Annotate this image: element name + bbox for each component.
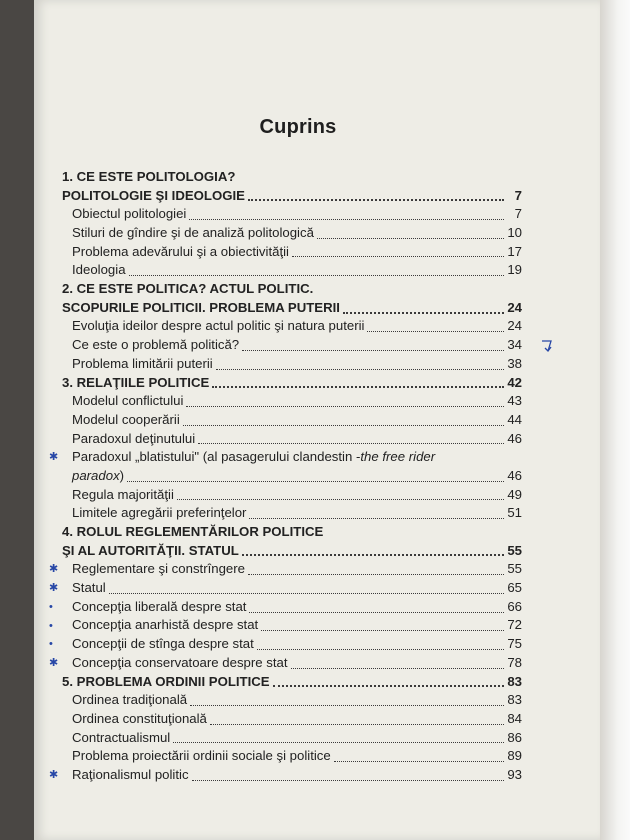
toc-entry-label: 4. ROLUL REGLEMENTĂRILOR POLITICE <box>62 524 324 540</box>
toc-entry-label: 2. CE ESTE POLITICA? ACTUL POLITIC. <box>62 281 314 297</box>
toc-entry-label-italic: paradox <box>72 467 120 483</box>
toc-row <box>62 729 522 748</box>
toc-row <box>62 187 522 206</box>
toc-entry-label: Paradoxul „blatistului" (al pasagerului clandestin - <box>72 449 361 465</box>
dot-leader <box>177 498 504 500</box>
toc-page-number: 65 <box>507 580 522 596</box>
toc-row <box>62 374 522 393</box>
toc-page-number: 17 <box>507 243 522 259</box>
toc-entry-label: Problema adevărului şi a obiectivităţii <box>72 243 289 259</box>
dot-leader <box>317 237 504 239</box>
toc-page-number: 46 <box>507 430 522 446</box>
dot-leader <box>334 760 504 762</box>
bleed-through-text <box>414 40 624 180</box>
toc-row <box>62 224 522 243</box>
toc-entry-label: Modelul conflictului <box>72 393 184 409</box>
handwritten-arrow-icon <box>540 338 554 354</box>
toc-entry-label: Contractualismul <box>72 729 171 745</box>
toc-page-number: 66 <box>507 598 522 614</box>
toc-row <box>62 392 522 411</box>
toc-entry-label: 3. RELAŢIILE POLITICE <box>62 374 210 390</box>
toc-entry-label: Ideologia <box>72 262 126 278</box>
dot-leader <box>273 684 504 687</box>
toc-row <box>49 766 522 785</box>
toc-entry-label: Modelul cooperării <box>72 411 180 427</box>
toc-entry-label: Evoluţia ideilor despre actul politic şi natura puterii <box>72 318 365 334</box>
toc-page-number: 93 <box>507 766 522 782</box>
toc-page-number: 7 <box>514 187 522 203</box>
toc-row <box>62 467 522 486</box>
dot-leader <box>242 553 504 556</box>
toc-row <box>62 542 522 561</box>
dot-leader <box>261 629 504 631</box>
toc-entry-label: Regula majorităţii <box>72 486 174 502</box>
toc-row <box>49 598 522 617</box>
toc-row <box>62 336 522 355</box>
toc-row <box>49 448 522 467</box>
toc-row <box>62 504 522 523</box>
toc-page-number: 72 <box>507 617 522 633</box>
dot-leader <box>192 779 504 781</box>
toc-page-number: 24 <box>507 299 522 315</box>
handwritten-dot-icon: • <box>49 638 53 651</box>
toc-row <box>62 747 522 766</box>
toc-entry-label: 1. CE ESTE POLITOLOGIA? <box>62 168 236 184</box>
toc-row <box>62 299 522 318</box>
toc-page-number: 19 <box>507 262 522 278</box>
table-of-contents <box>49 168 522 785</box>
toc-row <box>62 691 522 710</box>
toc-entry-label: Paradoxul deţinutului <box>72 430 196 446</box>
toc-entry-label: Obiectul politologiei <box>72 206 187 222</box>
handwritten-dot-icon: • <box>49 619 53 632</box>
toc-entry-label: Concepţii de stînga despre stat <box>72 636 254 652</box>
toc-row <box>62 523 522 542</box>
dot-leader <box>173 741 504 743</box>
handwritten-tick-icon: ✱ <box>49 582 59 595</box>
dot-leader <box>129 274 504 276</box>
toc-row <box>62 318 522 337</box>
toc-entry-label-tail: ) <box>119 467 125 483</box>
dot-leader <box>183 424 504 426</box>
toc-page-number: 43 <box>507 393 522 409</box>
toc-row <box>62 261 522 280</box>
toc-row <box>62 280 522 299</box>
toc-page-number: 46 <box>507 467 522 483</box>
toc-entry-label: Ordinea constituţională <box>72 710 207 726</box>
toc-entry-label: Concepţia conservatoare despre stat <box>72 654 288 670</box>
toc-entry-label: Problema proiectării ordinii sociale şi politice <box>72 748 331 764</box>
dot-leader <box>343 311 504 314</box>
handwritten-star-icon: ✱ <box>49 769 59 781</box>
dot-leader <box>216 368 504 370</box>
toc-entry-label: ŞI AL AUTORITĂŢII. STATUL <box>62 542 239 558</box>
toc-page-number: 49 <box>507 486 522 502</box>
toc-entry-label: Concepţia liberală despre stat <box>72 598 247 614</box>
toc-entry-label: Ce este o problemă politică? <box>72 337 240 353</box>
dot-leader <box>198 442 504 444</box>
toc-row <box>49 560 522 579</box>
toc-row <box>49 579 522 598</box>
dot-leader <box>190 704 504 706</box>
toc-page-number: 24 <box>507 318 522 334</box>
handwritten-tick-icon: ✱ <box>49 451 59 464</box>
toc-entry-label: Stiluri de gîndire şi de analiză politologică <box>72 225 314 241</box>
toc-row <box>62 168 522 187</box>
toc-row <box>49 617 522 636</box>
toc-entry-label: POLITOLOGIE ŞI IDEOLOGIE <box>62 187 245 203</box>
toc-entry-label: Problema limitării puterii <box>72 355 213 371</box>
toc-page-number: 86 <box>507 729 522 745</box>
toc-page-number: 42 <box>507 374 522 390</box>
toc-page-number: 75 <box>507 636 522 652</box>
handwritten-dot-icon: • <box>49 600 53 613</box>
toc-entry-label-italic: the free rider <box>360 449 436 465</box>
dot-leader <box>189 218 504 220</box>
toc-page-number: 10 <box>507 225 522 241</box>
toc-row <box>62 411 522 430</box>
dot-leader <box>127 480 504 482</box>
toc-entry-label: Reglementare şi constrîngere <box>72 561 245 577</box>
toc-entry-label: Raţionalismul politic <box>72 766 189 782</box>
dot-leader <box>249 611 504 613</box>
toc-row <box>62 430 522 449</box>
toc-entry-label: Ordinea tradiţională <box>72 692 188 708</box>
toc-page-number: 34 <box>507 337 522 353</box>
toc-page-number: 51 <box>507 505 522 521</box>
toc-entry-label: 5. PROBLEMA ORDINII POLITICE <box>62 673 270 689</box>
toc-row <box>62 673 522 692</box>
toc-entry-label: Concepţia anarhistă despre stat <box>72 617 259 633</box>
dot-leader <box>257 648 504 650</box>
toc-row <box>49 654 522 673</box>
dot-leader <box>248 573 504 575</box>
dot-leader <box>109 592 504 594</box>
dot-leader <box>367 330 504 332</box>
toc-page-number: 89 <box>507 748 522 764</box>
toc-page-number: 55 <box>507 561 522 577</box>
toc-row <box>62 486 522 505</box>
dot-leader <box>248 198 504 201</box>
dot-leader <box>186 405 504 407</box>
dot-leader <box>210 723 504 725</box>
dot-leader <box>212 385 504 388</box>
toc-entry-label: SCOPURILE POLITICII. PROBLEMA PUTERII <box>62 299 340 315</box>
handwritten-tick-icon: ✱ <box>49 563 59 576</box>
toc-page-number: 44 <box>507 411 522 427</box>
facing-page-edge <box>600 0 630 840</box>
toc-page-number: 55 <box>507 542 522 558</box>
dot-leader <box>242 349 504 351</box>
toc-row <box>62 205 522 224</box>
toc-row <box>62 243 522 262</box>
toc-entry-label: Limitele agregării preferinţelor <box>72 505 247 521</box>
toc-entry-label: Statul <box>72 580 106 596</box>
dot-leader <box>291 667 504 669</box>
page-title: Cuprins <box>259 116 337 138</box>
toc-page-number: 78 <box>507 654 522 670</box>
toc-row <box>49 635 522 654</box>
toc-page-number: 83 <box>507 692 522 708</box>
toc-row <box>62 355 522 374</box>
toc-page-number: 38 <box>507 355 522 371</box>
handwritten-tick-icon: ✱ <box>49 656 59 669</box>
toc-page-number: 83 <box>507 673 522 689</box>
dot-leader <box>292 255 504 257</box>
dot-leader <box>249 517 504 519</box>
toc-page-number: 7 <box>514 206 522 222</box>
toc-page-number: 84 <box>507 710 522 726</box>
toc-row <box>62 710 522 729</box>
